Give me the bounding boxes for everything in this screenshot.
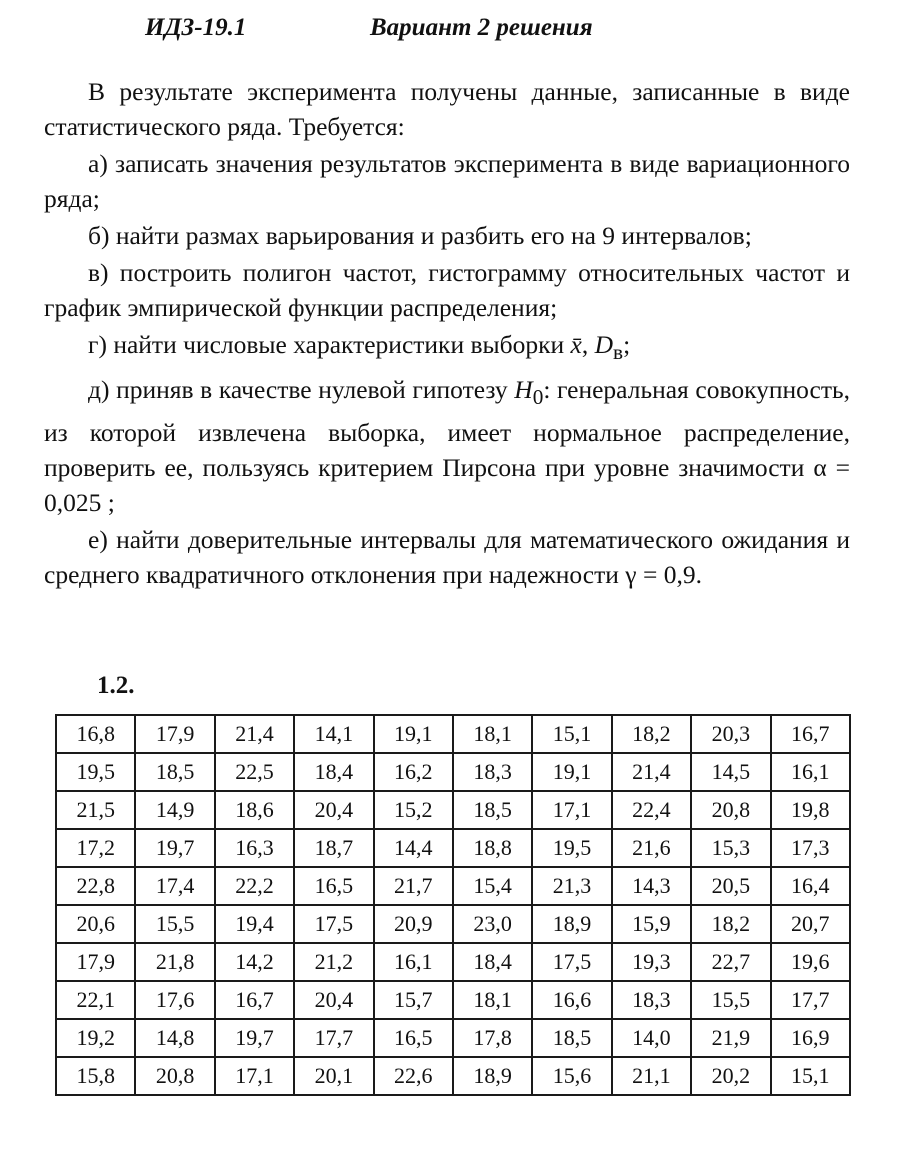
- table-row: [56, 753, 850, 791]
- table-cell: 14,8: [135, 1019, 214, 1057]
- table-cell: 16,4: [771, 867, 850, 905]
- table-cell: 16,7: [215, 981, 294, 1019]
- table-cell: 14,2: [215, 943, 294, 981]
- item-e-end: .: [695, 560, 702, 590]
- table-cell: 18,5: [135, 753, 214, 791]
- sample-mean-symbol: x̄: [570, 330, 582, 359]
- table-cell: 23,0: [453, 905, 532, 943]
- table-cell: 15,8: [56, 1057, 135, 1095]
- table-cell: 18,9: [532, 905, 611, 943]
- table-cell: 22,7: [691, 943, 770, 981]
- item-d-end: ;: [107, 488, 115, 518]
- table-cell: 18,1: [453, 715, 532, 753]
- variant-title: Вариант 2 решения: [370, 14, 593, 41]
- table-cell: 17,1: [532, 791, 611, 829]
- table-row: [56, 1057, 850, 1095]
- table-cell: 18,2: [691, 905, 770, 943]
- table-cell: 15,5: [135, 905, 214, 943]
- item-d-text1: д) приняв в качестве нулевой гипотезу: [88, 375, 508, 405]
- table-cell: 16,7: [771, 715, 850, 753]
- table-cell: 18,6: [215, 791, 294, 829]
- table-cell: 17,9: [56, 943, 135, 981]
- table-cell: 18,8: [453, 829, 532, 867]
- table-cell: 15,9: [612, 905, 691, 943]
- hypothesis-symbol: H: [514, 375, 533, 405]
- table-cell: 20,4: [294, 791, 373, 829]
- table-cell: 19,7: [135, 829, 214, 867]
- item-c: в) построить полигон частот, гистограмму относительных частот и график эмпирической функции распределения;: [44, 258, 850, 322]
- table-row: [56, 943, 850, 981]
- assignment-code: ИДЗ-19.1: [145, 14, 247, 41]
- table-cell: 20,7: [771, 905, 850, 943]
- table-row: [56, 791, 850, 829]
- item-d-text2: : генеральная совокупность, из которой извлечена выборка, имеет нормальное распределение, проверить ее, пользуясь критерием Пирсона при уровне значимости: [44, 375, 850, 483]
- alpha-value: α = 0,025: [44, 453, 851, 518]
- table-cell: 16,5: [374, 1019, 453, 1057]
- table-cell: 19,5: [532, 829, 611, 867]
- table-cell: 16,6: [532, 981, 611, 1019]
- task-text: [44, 74, 850, 594]
- item-e-text: е) найти доверительные интервалы для математического ожидания и среднего квадратичного отклонения при надежности: [44, 525, 850, 590]
- table-cell: 19,1: [374, 715, 453, 753]
- intro-paragraph: В результате эксперимента получены данные, записанные в виде статистического ряда. Требуется:: [44, 77, 850, 141]
- table-cell: 17,2: [56, 829, 135, 867]
- table-cell: 21,4: [215, 715, 294, 753]
- table-cell: 22,1: [56, 981, 135, 1019]
- table-cell: 14,4: [374, 829, 453, 867]
- table-cell: 22,4: [612, 791, 691, 829]
- table-cell: 18,5: [453, 791, 532, 829]
- table-cell: 20,2: [691, 1057, 770, 1095]
- table-cell: 20,5: [691, 867, 770, 905]
- table-cell: 20,6: [56, 905, 135, 943]
- section-number: 1.2.: [97, 672, 135, 699]
- data-table-body: [56, 715, 850, 1095]
- table-cell: 15,4: [453, 867, 532, 905]
- table-cell: 17,5: [532, 943, 611, 981]
- table-cell: 15,1: [771, 1057, 850, 1095]
- hypothesis-subscript: 0: [532, 385, 544, 410]
- table-cell: 21,7: [374, 867, 453, 905]
- gamma-value: γ = 0,9: [625, 560, 696, 590]
- table-row: [56, 981, 850, 1019]
- table-cell: 14,1: [294, 715, 373, 753]
- table-cell: 21,3: [532, 867, 611, 905]
- table-cell: 19,2: [56, 1019, 135, 1057]
- table-cell: 22,5: [215, 753, 294, 791]
- header: [0, 14, 910, 50]
- table-cell: 21,2: [294, 943, 373, 981]
- variance-subscript: в: [613, 340, 624, 365]
- table-cell: 16,9: [771, 1019, 850, 1057]
- table-cell: 22,6: [374, 1057, 453, 1095]
- table-cell: 18,4: [453, 943, 532, 981]
- table-cell: 19,6: [771, 943, 850, 981]
- item-a: а) записать значения результатов эксперимента в виде вариационного ряда;: [44, 149, 850, 213]
- table-cell: 21,8: [135, 943, 214, 981]
- table-cell: 17,5: [294, 905, 373, 943]
- item-g: [44, 327, 850, 370]
- table-cell: 21,5: [56, 791, 135, 829]
- table-cell: 19,7: [215, 1019, 294, 1057]
- table-cell: 21,6: [612, 829, 691, 867]
- table-cell: 21,4: [612, 753, 691, 791]
- table-cell: 20,3: [691, 715, 770, 753]
- table-row: [56, 829, 850, 867]
- table-cell: 16,5: [294, 867, 373, 905]
- table-cell: 17,1: [215, 1057, 294, 1095]
- table-cell: 15,6: [532, 1057, 611, 1095]
- table-cell: 17,6: [135, 981, 214, 1019]
- table-cell: 15,2: [374, 791, 453, 829]
- table-cell: 14,3: [612, 867, 691, 905]
- table-cell: 20,8: [691, 791, 770, 829]
- item-e: [44, 522, 850, 592]
- table-cell: 15,5: [691, 981, 770, 1019]
- table-cell: 19,1: [532, 753, 611, 791]
- data-table: [55, 714, 851, 1096]
- table-cell: 16,1: [771, 753, 850, 791]
- table-cell: 18,3: [612, 981, 691, 1019]
- table-cell: 20,8: [135, 1057, 214, 1095]
- table-cell: 15,3: [691, 829, 770, 867]
- table-cell: 16,2: [374, 753, 453, 791]
- table-cell: 14,0: [612, 1019, 691, 1057]
- table-cell: 15,7: [374, 981, 453, 1019]
- table-row: [56, 1019, 850, 1057]
- table-cell: 17,9: [135, 715, 214, 753]
- table-cell: 19,3: [612, 943, 691, 981]
- table-cell: 18,9: [453, 1057, 532, 1095]
- table-cell: 19,4: [215, 905, 294, 943]
- table-cell: 22,2: [215, 867, 294, 905]
- table-cell: 17,4: [135, 867, 214, 905]
- variance-symbol: D: [594, 330, 614, 359]
- table-cell: 16,1: [374, 943, 453, 981]
- table-cell: 22,8: [56, 867, 135, 905]
- table-cell: 15,1: [532, 715, 611, 753]
- table-row: [56, 867, 850, 905]
- table-cell: 18,4: [294, 753, 373, 791]
- table-cell: 17,7: [294, 1019, 373, 1057]
- table-cell: 19,8: [771, 791, 850, 829]
- item-d: [44, 372, 850, 520]
- table-cell: 14,9: [135, 791, 214, 829]
- table-cell: 20,9: [374, 905, 453, 943]
- table-cell: 20,4: [294, 981, 373, 1019]
- item-g-sep: ,: [581, 330, 589, 359]
- table-cell: 18,3: [453, 753, 532, 791]
- table-cell: 21,9: [691, 1019, 770, 1057]
- table-cell: 18,2: [612, 715, 691, 753]
- table-cell: 14,5: [691, 753, 770, 791]
- table-cell: 21,1: [612, 1057, 691, 1095]
- table-cell: 17,3: [771, 829, 850, 867]
- table-cell: 20,1: [294, 1057, 373, 1095]
- table-row: [56, 715, 850, 753]
- item-g-text: г) найти числовые характеристики выборки: [88, 330, 565, 359]
- table-cell: 16,3: [215, 829, 294, 867]
- table-cell: 18,5: [532, 1019, 611, 1057]
- table-row: [56, 905, 850, 943]
- table-cell: 17,8: [453, 1019, 532, 1057]
- item-g-end: ;: [623, 330, 631, 359]
- table-cell: 17,7: [771, 981, 850, 1019]
- table-cell: 19,5: [56, 753, 135, 791]
- item-b: б) найти размах варьирования и разбить его на 9 интервалов;: [88, 221, 752, 250]
- table-cell: 16,8: [56, 715, 135, 753]
- table-cell: 18,1: [453, 981, 532, 1019]
- table-cell: 18,7: [294, 829, 373, 867]
